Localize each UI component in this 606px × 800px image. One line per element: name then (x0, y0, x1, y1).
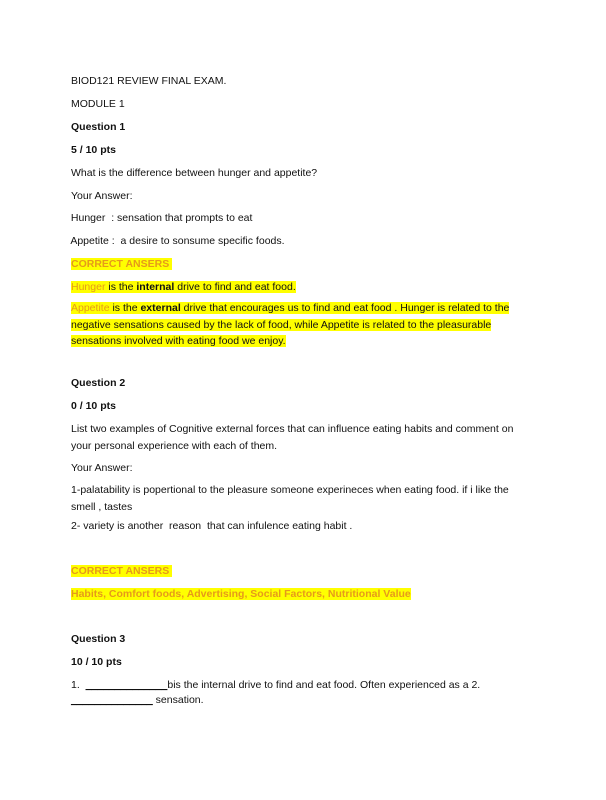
question-2-your-answer-label: Your Answer: (71, 462, 133, 474)
question-2-answer-1: 1-palatability is popertional to the pleasure someone experineces when eating food. if i like the smell , tastes (71, 484, 509, 513)
appetite-term: Appetite (71, 302, 110, 314)
correct-answers-label: CORRECT ANSERS (71, 565, 170, 577)
question-1-answer-hunger: Hunger : sensation that prompts to eat (68, 212, 253, 224)
question-1-your-answer-label: Your Answer: (71, 190, 133, 202)
question-2-label: Question 2 (71, 377, 126, 389)
question-1-correct-appetite: Appetite is the external drive that encourages us to find and eat food . Hunger is related to the negative sensations caused by the lack of food, while Appetite is related to the pleasurable sensations involved with eating food we enjoy. (71, 302, 510, 347)
question-2-score: 0 / 10 pts (71, 400, 116, 412)
question-2-answer-2: 2- variety is another reason that can infulence eating habit . (71, 520, 353, 532)
correct-answers-label: CORRECT ANSERS (71, 258, 170, 270)
question-1-score: 5 / 10 pts (71, 144, 116, 156)
question-3-prompt-line-2: ______________ sensation. (71, 694, 204, 706)
question-1-label: Question 1 (71, 121, 126, 133)
doc-title: BIOD121 REVIEW FINAL EXAM. (71, 75, 227, 87)
question-1-correct-label (71, 256, 541, 272)
fill-blank-1: ______________ (85, 679, 168, 691)
question-3-prompt-line-1: 1. ______________bis the internal drive to find and eat food. Often experienced as a 2. (71, 679, 481, 691)
hunger-term: Hunger (71, 281, 106, 293)
question-1-prompt: What is the difference between hunger and appetite? (71, 167, 318, 179)
question-2-correct-label (71, 563, 541, 579)
question-2-prompt: List two examples of Cognitive external forces that can influence eating habits and comment on your personal experience with each of them. (71, 423, 514, 452)
fill-blank-2: ______________ (71, 694, 153, 706)
question-3-score: 10 / 10 pts (71, 656, 122, 668)
module-label: MODULE 1 (71, 98, 125, 110)
question-1-correct-hunger: Hunger is the internal drive to find and eat food. (71, 281, 296, 293)
question-1-answer-appetite: Appetite : a desire to sonsume specific foods. (68, 235, 285, 247)
question-2-correct-text: Habits, Comfort foods, Advertising, Social Factors, Nutritional Value (71, 588, 411, 600)
question-3-label: Question 3 (71, 633, 126, 645)
